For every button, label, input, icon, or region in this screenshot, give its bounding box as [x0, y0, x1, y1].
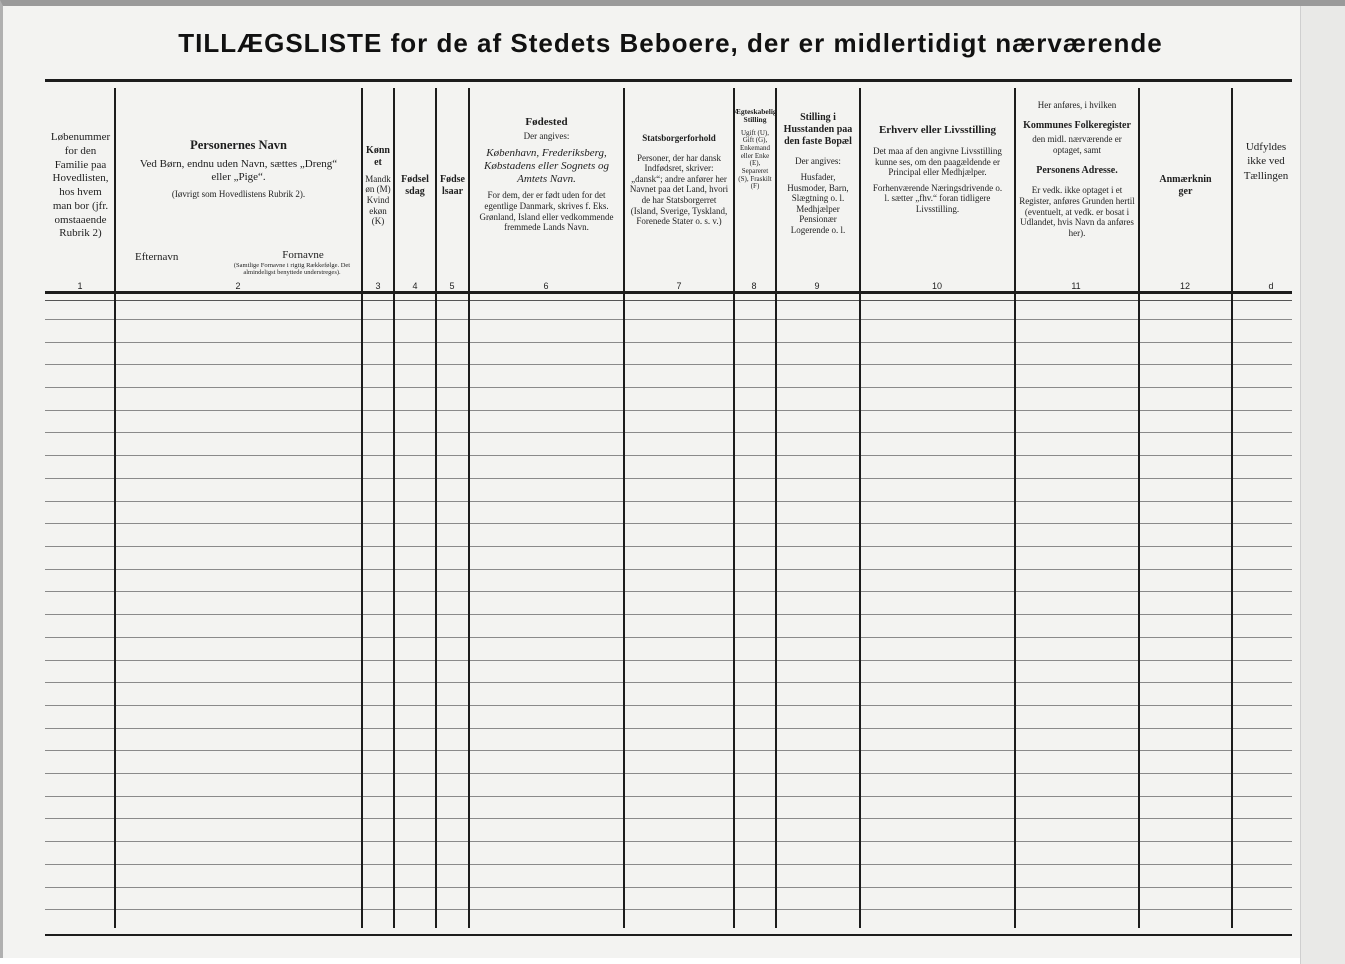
entry-row-line — [45, 864, 1292, 865]
col-d-header — [1233, 88, 1299, 284]
entry-row-line — [45, 637, 1292, 638]
col-2-sub-right-note: (Samtlige Fornavne i rigtig Rækkefølge. Det almindeligst benyttede understreges). — [233, 262, 351, 277]
entry-row-line — [45, 455, 1292, 456]
entry-row-line — [45, 750, 1292, 751]
col-11-body: Er vedk. ikke optaget i et Register, anføres Grunden hertil (eventuelt, at vedk. er bosat i Udlandet, hvis Navn da anføres her). — [1019, 185, 1135, 238]
col-2-heading: Personernes Navn — [190, 138, 287, 152]
entry-row-line — [45, 410, 1292, 411]
entry-row-line — [45, 705, 1292, 706]
entry-row-line — [45, 841, 1292, 842]
col-number: 11 — [1071, 281, 1081, 291]
entry-row-line — [45, 818, 1292, 819]
col-6-line1: København, Frederiksberg, Købstadens eller Sognets og Amtets Navn. — [484, 146, 609, 185]
col-number: 7 — [676, 281, 682, 291]
entry-row-line — [45, 682, 1292, 683]
col-number: 2 — [235, 281, 241, 291]
col-3-header — [363, 88, 393, 284]
col-2-note: Ved Børn, endnu uden Navn, sættes „Dreng“ eller „Pige“. — [139, 157, 338, 183]
header-bottom-rule — [45, 291, 1292, 294]
entry-row-line — [45, 546, 1292, 547]
col-7-heading: Statsborgerforhold — [642, 133, 716, 143]
page-edge — [1300, 6, 1345, 964]
entry-row-line — [45, 364, 1292, 365]
entry-row-line — [45, 909, 1292, 910]
col-number: 12 — [1179, 281, 1190, 291]
form-title: TILLÆGSLISTE for de af Stedets Beboere, der er midlertidigt nærværende — [178, 28, 1163, 58]
col-number: 1 — [77, 281, 83, 291]
col-4-header — [395, 88, 435, 284]
col-6-heading: Fødested — [525, 116, 568, 128]
entry-row-line — [45, 342, 1292, 343]
col-number: 8 — [751, 281, 757, 291]
col-10-heading: Erhverv eller Livsstilling — [878, 124, 997, 136]
entry-row-line — [45, 796, 1292, 797]
col-2-sub-right: Fornavne — [282, 249, 324, 261]
col-8-body: Ugift (U), Gift (G), Enkemand eller Enke (E), Separeret (S), Fraskilt (F) — [738, 128, 772, 191]
col-3-body: Mandkøn (M) Kvindekøn (K) — [365, 173, 391, 227]
col-number: 10 — [931, 281, 942, 291]
col-1-label: Løbenummer for den Familie paa Hovedlisten, hos hvem man bor (jfr. omstaaende Rubrik 2) — [50, 131, 111, 240]
col-7-body: Personer, der har dansk Indfødsret, skriver: „dansk“; andre anfører her Navnet paa det Land, hvori de har Statsborgerret (Island, Sverige, Tyskland, Forenede Stater o. s. v.) — [629, 152, 729, 227]
col-11-header — [1016, 88, 1138, 284]
col-6-header — [470, 88, 623, 284]
col-11-heading: Kommunes Folkeregister — [1023, 119, 1131, 131]
col-number: 9 — [814, 281, 820, 291]
entry-row-line — [45, 387, 1292, 388]
col-8-heading: Ægteskabelig Stilling — [733, 107, 777, 125]
entry-row-line — [45, 501, 1292, 502]
col-10-header — [861, 88, 1014, 284]
col-2-sub-left: Efternavn — [135, 251, 179, 263]
col-9-sub: Der angives: — [795, 156, 841, 167]
col-11-pre: Her anføres, i hvilken — [1037, 100, 1117, 110]
col-5-heading: Fødselsaar — [440, 174, 465, 197]
entry-row-line — [45, 591, 1292, 592]
col-8-header — [735, 88, 775, 284]
col-d-label: Udfyldes ikke ved Tællingen — [1243, 141, 1289, 182]
sub-header-rule — [45, 300, 1292, 301]
entry-row-line — [45, 569, 1292, 570]
col-9-header — [777, 88, 859, 284]
entry-row-line — [45, 773, 1292, 774]
col-7-header — [625, 88, 733, 284]
col-6-line3: Grønland, Island eller vedkommende fremmede Lands Navn. — [479, 211, 614, 233]
col-number: d — [1268, 281, 1274, 291]
col-number: 6 — [543, 281, 549, 291]
entry-row-line — [45, 887, 1292, 888]
col-number: 3 — [375, 281, 381, 291]
col-9-heading: Stilling i Husstanden paa den faste Bopæl — [783, 112, 853, 147]
header-top-rule — [45, 79, 1292, 82]
entry-row-line — [45, 523, 1292, 524]
col-12-heading: Anmærkninger — [1159, 174, 1212, 197]
col-11-heading2: Personens Adresse. — [1036, 164, 1118, 176]
table-bottom-rule — [45, 934, 1292, 936]
entry-row-line — [45, 432, 1292, 433]
col-5-header — [437, 88, 468, 284]
col-3-heading: Kønnet — [366, 145, 390, 168]
col-6-line2: For dem, der er født uden for det egentlige Danmark, skrives f. Eks. — [484, 190, 609, 212]
col-10-body2: Forhenværende Næringsdrivende o. l. sætter „fhv.“ foran tidligere Livsstilling. — [872, 182, 1003, 215]
col-9-body: Husfader, Husmoder, Barn, Slægtning o. l. Medhjælper Pensionær Logerende o. l. — [787, 172, 849, 236]
col-1-header — [47, 88, 114, 284]
col-number: 4 — [412, 281, 418, 291]
entry-row-line — [45, 728, 1292, 729]
col-4-heading: Fødselsdag — [401, 174, 429, 197]
entry-row-line — [45, 478, 1292, 479]
col-6-sub: Der angives: — [523, 130, 570, 141]
col-2-ref: (Iøvrigt som Hovedlistens Rubrik 2). — [171, 188, 306, 199]
col-12-header — [1140, 88, 1231, 284]
entry-row-line — [45, 660, 1292, 661]
entry-row-line — [45, 319, 1292, 320]
col-10-body1: Det maa af den angivne Livsstilling kunne ses, om den paagældende er Principal eller Medhjælper. — [873, 145, 1002, 178]
col-number: 5 — [449, 281, 455, 291]
entry-row-line — [45, 614, 1292, 615]
col-11-mid: den midl. nærværende er optaget, samt — [1032, 134, 1122, 156]
